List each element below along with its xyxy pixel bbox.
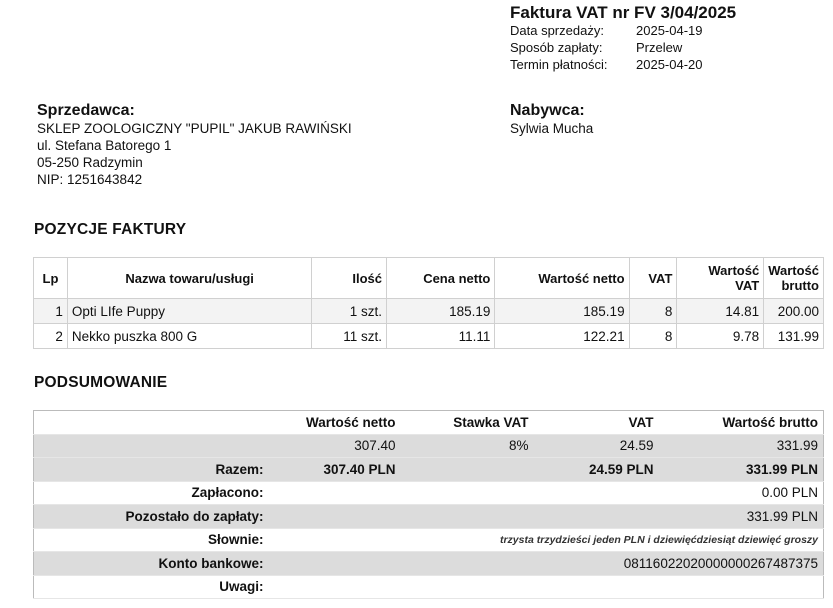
summary-col-rate: Stawka VAT [453,414,529,430]
cell-qty: 1 szt. [312,299,387,324]
empty-cell [34,411,269,435]
payment-method-row [510,39,703,56]
rate-net: 307.40 [354,438,396,454]
col-qty: Ilość [312,258,387,299]
total-net: 307.40 PLN [323,461,396,477]
buyer-heading: Nabywca: [510,102,585,119]
col-vat: VAT [629,258,677,299]
words-label: Słownie: [207,532,264,548]
col-vat-value [677,258,764,299]
col-gross-line2: brutto [781,278,819,293]
cell-price: 11.11 [386,324,494,349]
rate-rate: 8% [508,438,529,454]
summary-col-gross: Wartość brutto [722,414,818,430]
cell-lp: 2 [34,324,68,349]
seller-heading: Sprzedawca: [37,102,135,119]
cell-qty: 11 szt. [312,324,387,349]
total-vat: 24.59 PLN [588,461,654,477]
meta-label: Data sprzedaży: [510,23,604,38]
cell-gross: 200.00 [764,299,824,324]
paid-label: Zapłacono: [191,485,264,501]
summary-header-row [34,411,824,435]
summary-account-row [34,552,824,576]
col-net: Wartość netto [495,258,629,299]
cell-vat-value: 9.78 [677,324,764,349]
cell-net: 122.21 [495,324,629,349]
cell-gross: 131.99 [764,324,824,349]
account-value: 08116022020000000267487375 [623,555,818,571]
cell-vat: 8 [629,324,677,349]
table-row [34,324,824,349]
rate-gross: 331.99 [776,438,818,454]
items-section-title: POZYCJE FAKTURY [34,221,187,238]
items-table [33,257,824,349]
due-date-value: 2025-04-20 [636,57,703,72]
items-header-row [34,258,824,299]
summary-col-vat: VAT [628,414,654,430]
payment-method-value: Przelew [636,40,683,55]
meta-label: Termin płatności: [510,57,608,72]
invoice-title: Faktura VAT nr FV 3/04/2025 [510,3,737,22]
seller-nip: NIP: 1251643842 [37,172,143,187]
cell-price: 185.19 [386,299,494,324]
paid-value: 0.00 PLN [761,485,818,501]
due-date-row [510,56,703,73]
cell-vat-value: 14.81 [677,299,764,324]
cell-name: Opti LIfe Puppy [67,299,311,324]
summary-notes-row [34,575,824,599]
empty-cell [34,434,269,458]
cell-vat: 8 [629,299,677,324]
seller-block [37,102,352,188]
summary-col-net: Wartość netto [305,414,396,430]
meta-label: Sposób zapłaty: [510,40,603,55]
summary-section-title: PODSUMOWANIE [34,374,168,391]
remaining-label: Pozostało do zapłaty: [125,508,264,524]
seller-name: SKLEP ZOOLOGICZNY "PUPIL" JAKUB RAWIŃSKI [37,121,352,136]
summary-table [33,410,824,599]
cell-lp: 1 [34,299,68,324]
invoice-meta [510,22,703,73]
sale-date-value: 2025-04-19 [636,23,703,38]
col-name: Nazwa towaru/usługi [67,258,311,299]
summary-words-row [34,528,824,552]
buyer-block [510,102,593,137]
total-gross: 331.99 PLN [745,461,818,477]
seller-city: 05-250 Radzymin [37,155,143,170]
seller-street: ul. Stefana Batorego 1 [37,138,172,153]
cell-net: 185.19 [495,299,629,324]
notes-label: Uwagi: [219,579,264,595]
rate-vat: 24.59 [619,438,654,454]
sale-date-row [510,22,703,39]
buyer-name: Sylwia Mucha [510,121,594,136]
summary-paid-row [34,481,824,505]
col-gross [764,258,824,299]
col-gross-line1: Wartość [768,263,819,278]
summary-rate-row [34,434,824,458]
cell-name: Nekko puszka 800 G [67,324,311,349]
account-label: Konto bankowe: [158,555,264,571]
summary-remaining-row [34,505,824,529]
words-value: trzysta trzydzieści jeden PLN i dziewięćdziesiąt dziewięć groszy [499,533,818,546]
col-vat-value-line1: Wartość [708,263,760,278]
remaining-value: 331.99 PLN [746,508,818,524]
table-row [34,299,824,324]
summary-total-row [34,458,824,482]
col-price: Cena netto [386,258,494,299]
empty-cell [401,458,534,482]
total-label: Razem: [215,461,264,477]
notes-value [269,575,824,599]
col-lp: Lp [34,258,68,299]
col-vat-value-line2: VAT [735,278,760,293]
